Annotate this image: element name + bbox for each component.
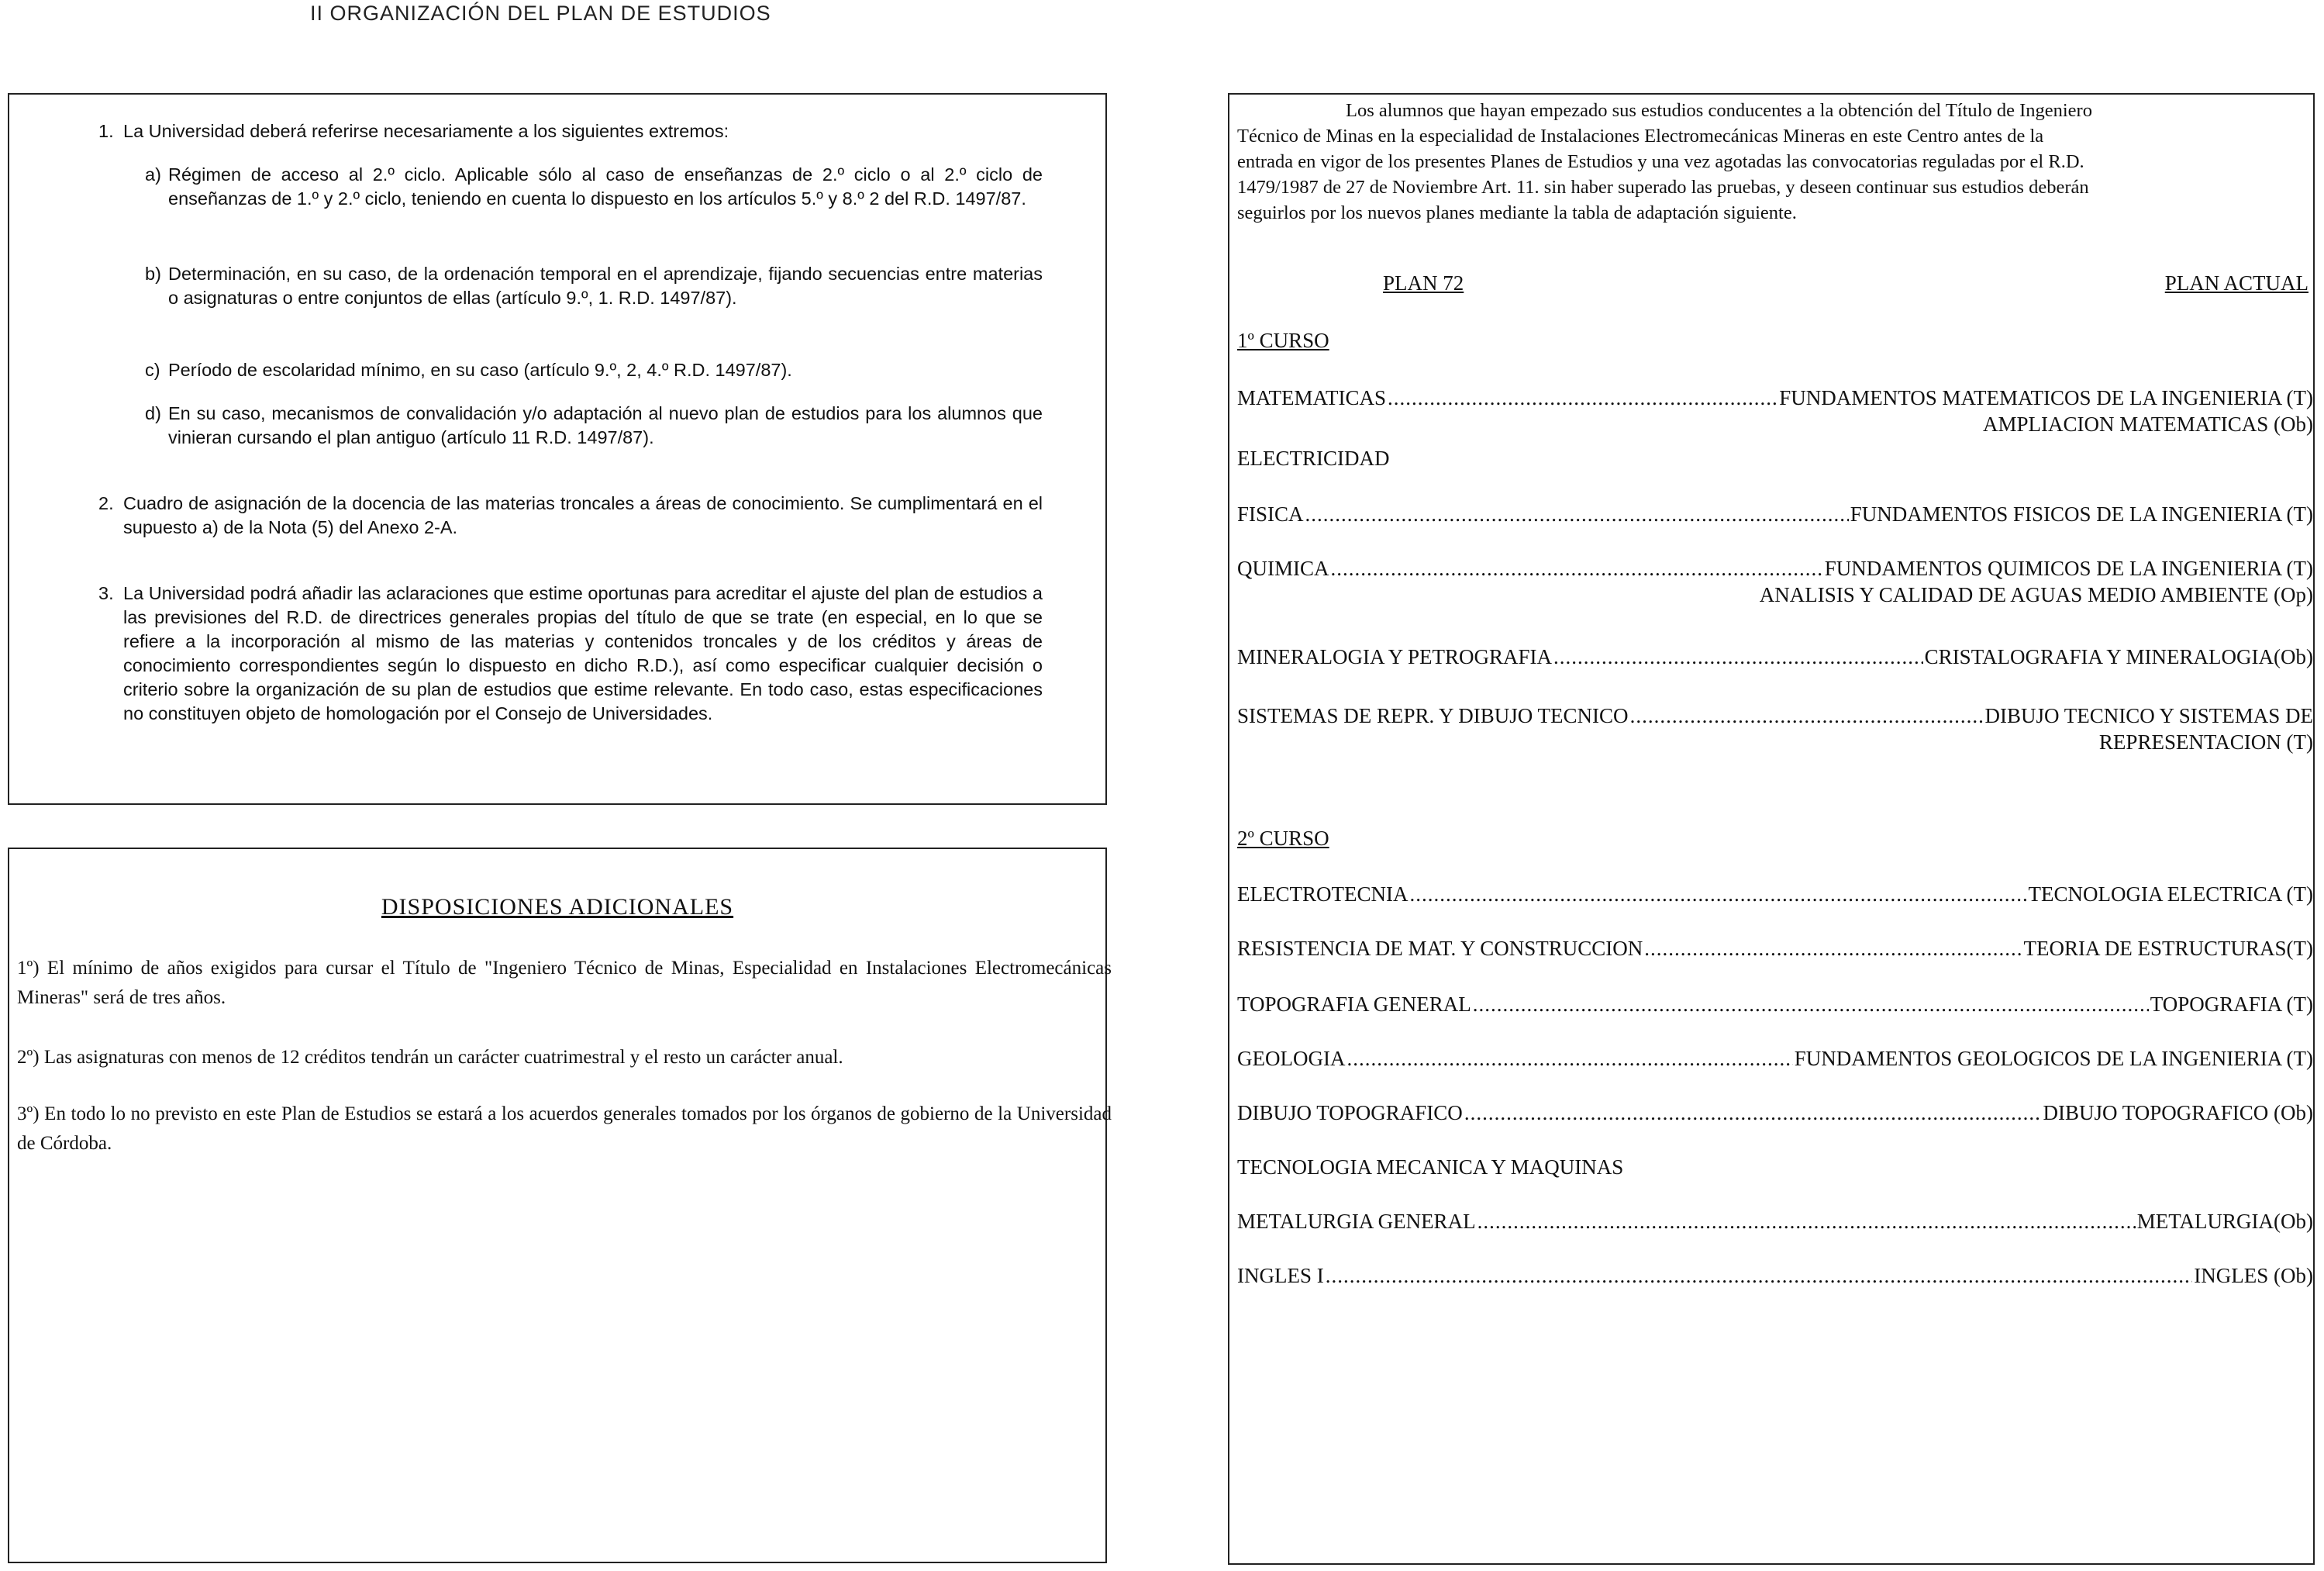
plan-old-subject: TOPOGRAFIA GENERAL: [1237, 993, 1471, 1016]
leader-dots: [1326, 1262, 2193, 1289]
item-number: 1.: [98, 121, 114, 141]
disposicion-2: 2º) Las asignaturas con menos de 12 créditos tendrán un carácter cuatrimestral y el resto un carácter anual.: [17, 1047, 843, 1068]
plan-new-subject: FUNDAMENTOS FISICOS DE LA INGENIERIA (T): [1850, 502, 2313, 526]
table-row: [1237, 445, 2313, 471]
disposiciones-box: [8, 848, 1112, 1563]
plan-new-subject: FUNDAMENTOS QUIMICOS DE LA INGENIERIA (T): [1824, 557, 2313, 580]
plan-old-subject: MATEMATICAS: [1237, 386, 1387, 409]
leader-dots: [1388, 385, 1777, 411]
organization-subitem-b: [145, 262, 1043, 310]
intro-line: seguirlos por los nuevos planes mediante la tabla de adaptación siguiente.: [1237, 202, 1797, 223]
table-row: [1237, 1208, 2313, 1234]
subitem-letter: a): [145, 164, 161, 185]
item-number: 2.: [98, 493, 114, 513]
plan-new-subject: TECNOLOGIA ELECTRICA (T): [2028, 882, 2313, 906]
table-row: [1237, 1100, 2313, 1126]
intro-line: entrada en vigor de los presentes Planes de Estudios y una vez agotadas las convocatorias reguladas por el R.D.: [1237, 151, 2084, 172]
organization-subitem-a: [145, 163, 1043, 211]
subitem-letter: d): [145, 403, 161, 423]
table-row: [1237, 703, 2313, 755]
page-title: II ORGANIZACIÓN DEL PLAN DE ESTUDIOS: [310, 2, 771, 25]
table-row: [1237, 935, 2313, 962]
plan-new-subject: FUNDAMENTOS GEOLOGICOS DE LA INGENIERIA (T): [1794, 1047, 2313, 1070]
item-number: 3.: [98, 583, 114, 603]
organization-box: [8, 93, 1107, 805]
plan-new-subject-extra: REPRESENTACION (T): [2098, 730, 2313, 754]
table-row: [1237, 555, 2313, 608]
table-row: [1237, 991, 2313, 1017]
organization-subitem-d: [145, 402, 1043, 450]
plan-old-subject: MINERALOGIA Y PETROGRAFIA: [1237, 645, 1553, 668]
plan-old-subject: DIBUJO TOPOGRAFICO: [1237, 1101, 1463, 1124]
table-row: [1237, 1154, 2313, 1180]
plan-old-subject: ELECTROTECNIA: [1237, 882, 1409, 906]
plan-new-subject: DIBUJO TOPOGRAFICO (Ob): [2043, 1101, 2313, 1124]
plan-new-subject: TOPOGRAFIA (T): [2150, 993, 2313, 1016]
adaptation-table-box: [1228, 93, 2315, 1565]
curso-2-heading: 2º CURSO: [1237, 827, 1329, 850]
table-row: [1237, 385, 2313, 437]
leader-dots: [1644, 935, 2022, 962]
leader-dots: [1331, 555, 1823, 582]
subitem-letter: b): [145, 264, 161, 284]
table-row: [1237, 881, 2313, 907]
intro-line: Los alumnos que hayan empezado sus estudios conducentes a la obtención del Título de Ingeniero: [1346, 100, 2092, 121]
disposicion-3: 3º) En todo lo no previsto en este Plan de Estudios se estará a los acuerdos generales tomados por los órganos de gobierno de la Universidad de Córdoba.: [17, 1103, 1112, 1154]
plan-old-subject: METALURGIA GENERAL: [1237, 1210, 1476, 1233]
intro-line: Técnico de Minas en la especialidad de Instalaciones Electromecánicas Mineras en este Centro antes de la: [1237, 126, 2044, 147]
leader-dots: [1464, 1100, 2042, 1126]
table-row: [1237, 644, 2313, 670]
plan-new-subject: CRISTALOGRAFIA Y MINERALOGIA(Ob): [1924, 645, 2313, 668]
plan-old-subject: QUIMICA: [1237, 557, 1329, 580]
subitem-text: Período de escolaridad mínimo, en su caso (artículo 9.º, 2, 4.º R.D. 1497/87).: [168, 360, 792, 380]
table-row: [1237, 501, 2313, 527]
plan-old-subject: RESISTENCIA DE MAT. Y CONSTRUCCION: [1237, 937, 1643, 960]
plan-new-subject: FUNDAMENTOS MATEMATICOS DE LA INGENIERIA (T): [1779, 386, 2313, 409]
disposiciones-title: DISPOSICIONES ADICIONALES: [381, 894, 734, 920]
leader-dots: [1473, 991, 2149, 1017]
plan-old-subject: INGLES I: [1237, 1264, 1324, 1287]
item-text: La Universidad podrá añadir las aclaraciones que estime oportunas para acreditar el ajuste del plan de estudios a las previsiones del R.D. de directrices generales propias del título de que se trate (en especial, en lo que se refiere a la incorporación al mismo de las materias y contenidos troncales y de los créditos y áreas de conocimiento correspondientes según lo dispuesto en dicho R.D.), así como especificar cualquier decisión o criterio sobre la organización de su plan de estudios que estime relevante. En todo caso, estas especificaciones no constituyen objeto de homologación por el Consejo de Universidades.: [123, 583, 1043, 723]
subitem-text: Régimen de acceso al 2.º ciclo. Aplicable sólo al caso de enseñanzas de 2.º ciclo o al 2.º ciclo de enseñanzas de 1.º y 2.º ciclo, teniendo en cuenta lo dispuesto en los artículos 5.º y 8.º 2 del R.D. 1497/87.: [168, 164, 1043, 209]
leader-dots: [1630, 703, 1984, 729]
adaptation-intro: [1237, 98, 2313, 226]
plan-old-subject: GEOLOGIA: [1237, 1047, 1346, 1070]
table-row: [1237, 1262, 2313, 1289]
item-text: La Universidad deberá referirse necesariamente a los siguientes extremos:: [123, 121, 729, 141]
item-text: Cuadro de asignación de la docencia de las materias troncales a áreas de conocimiento. Se cumplimentará en el supuesto a) de la Nota (5) del Anexo 2-A.: [123, 493, 1043, 537]
leader-dots: [1409, 881, 2026, 907]
plan-new-subject: METALURGIA(Ob): [2136, 1210, 2313, 1233]
intro-line: 1479/1987 de 27 de Noviembre Art. 11. sin haber superado las pruebas, y deseen continuar sus estudios deberán: [1237, 177, 2089, 198]
plan-old-subject: TECNOLOGIA MECANICA Y MAQUINAS: [1237, 1155, 1624, 1179]
organization-item-2: [98, 492, 1043, 540]
subitem-letter: c): [145, 360, 160, 380]
plan-old-subject: FISICA: [1237, 502, 1304, 526]
plan-old-header: PLAN 72: [1383, 271, 1464, 295]
plan-new-subject: DIBUJO TECNICO Y SISTEMAS DE: [1984, 704, 2313, 727]
plan-new-subject-extra: AMPLIACION MATEMATICAS (Ob): [1982, 413, 2313, 436]
plan-new-subject: TEORIA DE ESTRUCTURAS(T): [2023, 937, 2313, 960]
leader-dots: [1346, 1045, 1792, 1072]
plan-new-header: PLAN ACTUAL: [2164, 271, 2308, 295]
disposicion-1: 1º) El mínimo de años exigidos para cursar el Título de "Ingeniero Técnico de Minas, Especialidad en Instalaciones Electromecánicas Mineras" será de tres años.: [17, 958, 1112, 1008]
plan-new-subject: INGLES (Ob): [2194, 1264, 2313, 1287]
leader-dots: [1305, 501, 1849, 527]
subitem-text: En su caso, mecanismos de convalidación y/o adaptación al nuevo plan de estudios para los alumnos que vinieran cursando el plan antiguo (artículo 11 R.D. 1497/87).: [168, 403, 1043, 447]
leader-dots: [1553, 644, 1923, 670]
organization-subitem-c: [145, 358, 1043, 382]
subitem-text: Determinación, en su caso, de la ordenación temporal en el aprendizaje, fijando secuencias entre materias o asignaturas o entre conjuntos de ellas (artículo 9.º, 1. R.D. 1497/87).: [168, 264, 1043, 308]
leader-dots: [1477, 1208, 2136, 1234]
curso-1-heading: 1º CURSO: [1237, 329, 1329, 352]
plan-old-subject: ELECTRICIDAD: [1237, 447, 1390, 470]
table-row: [1237, 1045, 2313, 1072]
organization-item-3: [98, 582, 1043, 726]
plan-new-subject-extra: ANALISIS Y CALIDAD DE AGUAS MEDIO AMBIENTE (Op): [1759, 583, 2313, 606]
plan-old-subject: SISTEMAS DE REPR. Y DIBUJO TECNICO: [1237, 704, 1629, 727]
organization-item-1: [98, 119, 1043, 143]
